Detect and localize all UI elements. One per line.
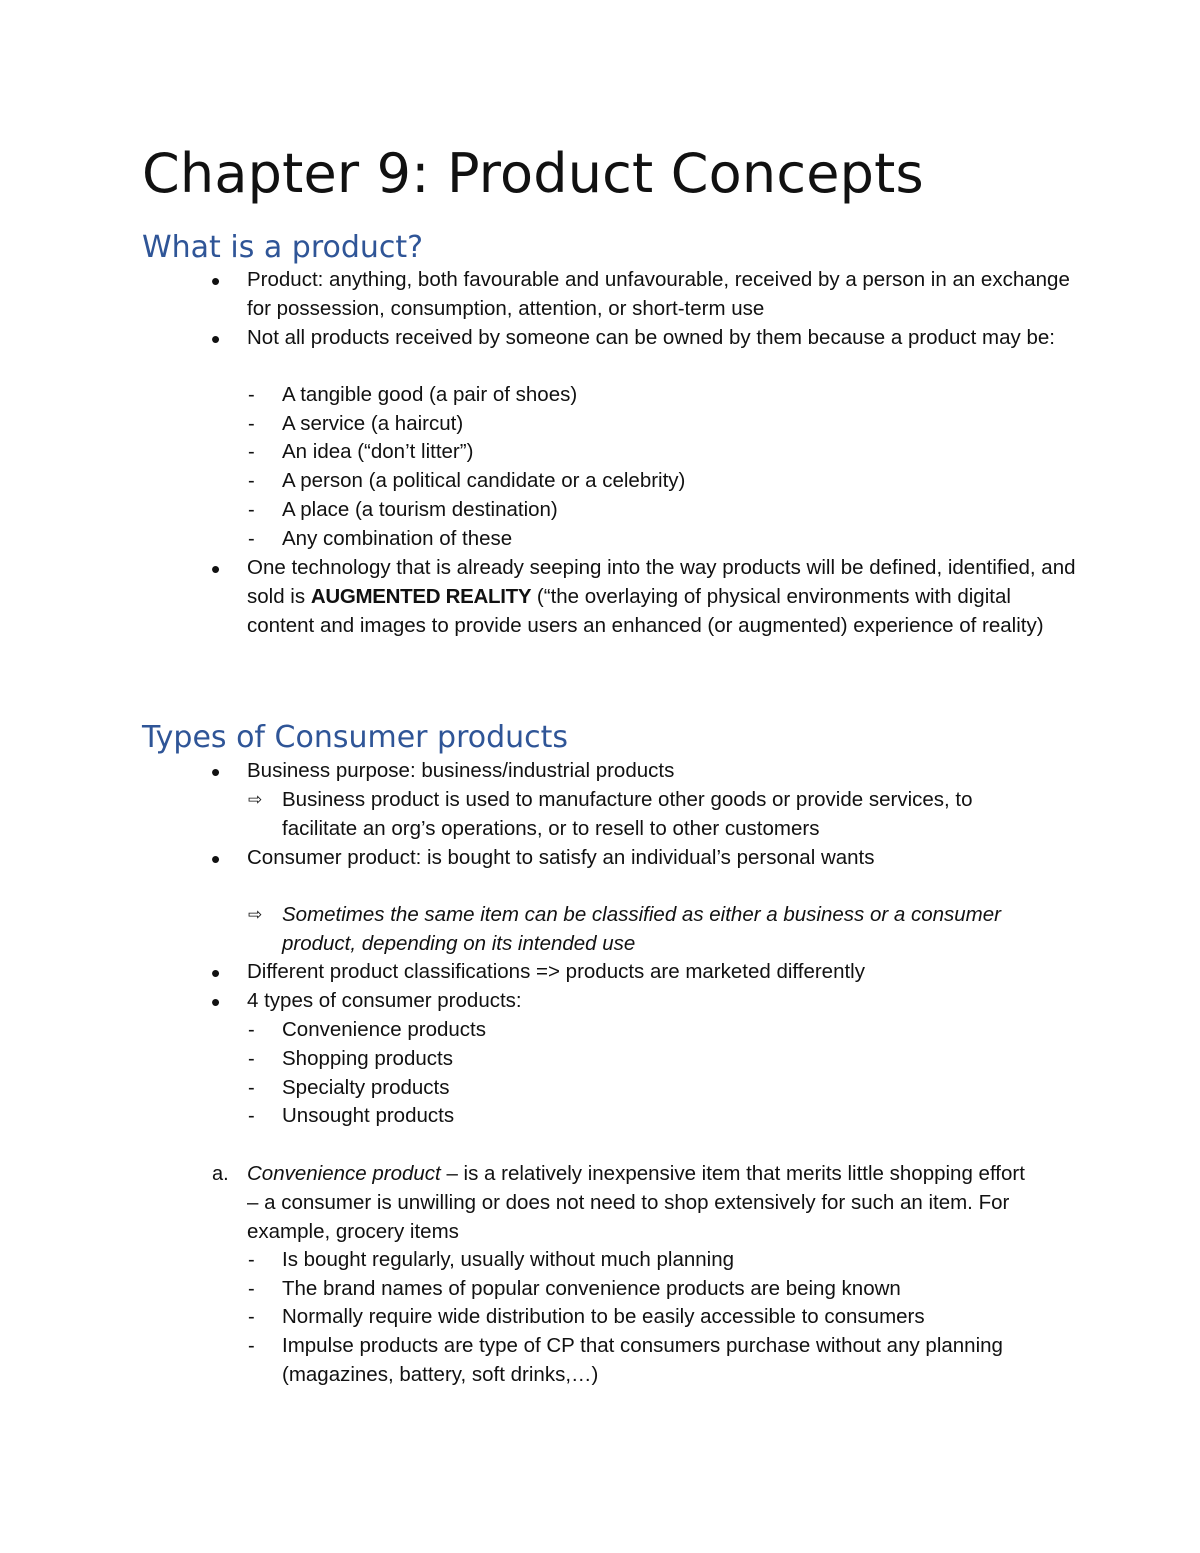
list-letter-marker: a. [212, 1163, 229, 1185]
arrow-right-icon: ⇨ [248, 790, 263, 809]
dash-marker-icon: - [248, 441, 255, 463]
dash-marker-icon: - [248, 1306, 255, 1328]
dash-marker-icon: - [248, 1019, 255, 1041]
dash-marker-icon: - [248, 528, 255, 550]
bullet-dot-icon: • [211, 757, 221, 787]
section-heading-types-of-consumer-products: Types of Consumer products [142, 720, 569, 755]
list-item: - Shopping products [282, 1045, 1072, 1074]
dash-marker-icon: - [248, 1048, 255, 1070]
arrow-item-business-product: ⇨ Business product is used to manufacture other goods or provide services, to facilitate an org’s operations, or to resell to other customers [248, 788, 973, 840]
list-item: - Convenience products [282, 1016, 1072, 1045]
bullet-dot-icon: • [211, 554, 221, 584]
page-title: Chapter 9: Product Concepts [142, 142, 924, 205]
arrow-item-same-item-note: ⇨ Sometimes the same item can be classified as either a business or a consumer product, depending on its intended use [248, 903, 1001, 955]
bullet-not-all-products: • Not all products received by someone can be owned by them because a product may be: [211, 324, 1055, 354]
list-item: - Is bought regularly, usually without much planning [282, 1246, 1072, 1275]
lettered-item-convenience-product: a. Convenience product – is a relatively inexpensive item that merits little shopping effort – a consumer is unwilling or does not need to shop extensively for such an item. For example, grocery items [212, 1162, 1025, 1243]
list-item: - An idea (“don’t litter”) [282, 438, 1072, 467]
dash-marker-icon: - [248, 413, 255, 435]
list-item: - Unsought products [282, 1102, 1072, 1131]
arrow-right-icon: ⇨ [248, 905, 263, 924]
convenience-product-term: Convenience product [247, 1162, 441, 1185]
bullet-dot-icon: • [211, 844, 221, 874]
list-item: - A person (a political candidate or a celebrity) [282, 467, 1072, 496]
list-item: - Normally require wide distribution to be easily accessible to consumers [282, 1303, 1072, 1332]
bullet-product-definition: • Product: anything, both favourable and unfavourable, received by a person in an exchange for possession, consumption, attention, or short-term use [211, 266, 1070, 320]
list-item: - A service (a haircut) [282, 410, 1072, 439]
dash-marker-icon: - [248, 1249, 255, 1271]
bullet-dot-icon: • [211, 958, 221, 988]
dash-marker-icon: - [248, 384, 255, 406]
list-item: - The brand names of popular convenience products are being known [282, 1275, 1072, 1304]
dash-marker-icon: - [248, 470, 255, 492]
bullet-dot-icon: • [211, 324, 221, 354]
section-heading-what-is-a-product: What is a product? [142, 230, 424, 265]
dash-marker-icon: - [248, 1077, 255, 1099]
list-item: - Impulse products are type of CP that consumers purchase without any planning (magazines, battery, soft drinks,…) [248, 1334, 1003, 1386]
dash-marker-icon: - [248, 1278, 255, 1300]
bullet-dot-icon: • [211, 987, 221, 1017]
bullet-augmented-reality: • One technology that is already seeping into the way products will be defined, identified, and sold is AUGMENTED REALITY (“the overlaying of physical environments with digital content and images to provide users an enhanced (or augmented) experience of reality) [211, 554, 1076, 637]
bullet-classifications: • Different product classifications => products are marketed differently [211, 958, 865, 988]
list-item: - Any combination of these [282, 525, 1072, 554]
dash-marker-icon: - [248, 1105, 255, 1127]
bullet-consumer-product: • Consumer product: is bought to satisfy an individual’s personal wants [211, 844, 875, 874]
list-item: - A tangible good (a pair of shoes) [282, 381, 1072, 410]
dash-marker-icon: - [248, 1335, 255, 1357]
bullet-business-purpose: • Business purpose: business/industrial products [211, 757, 675, 787]
augmented-reality-term: AUGMENTED REALITY [310, 584, 532, 608]
dash-marker-icon: - [248, 499, 255, 521]
bullet-dot-icon: • [211, 266, 221, 296]
list-item: - A place (a tourism destination) [282, 496, 1072, 525]
bullet-four-types: • 4 types of consumer products: [211, 987, 522, 1017]
list-item: - Specialty products [282, 1074, 1072, 1103]
